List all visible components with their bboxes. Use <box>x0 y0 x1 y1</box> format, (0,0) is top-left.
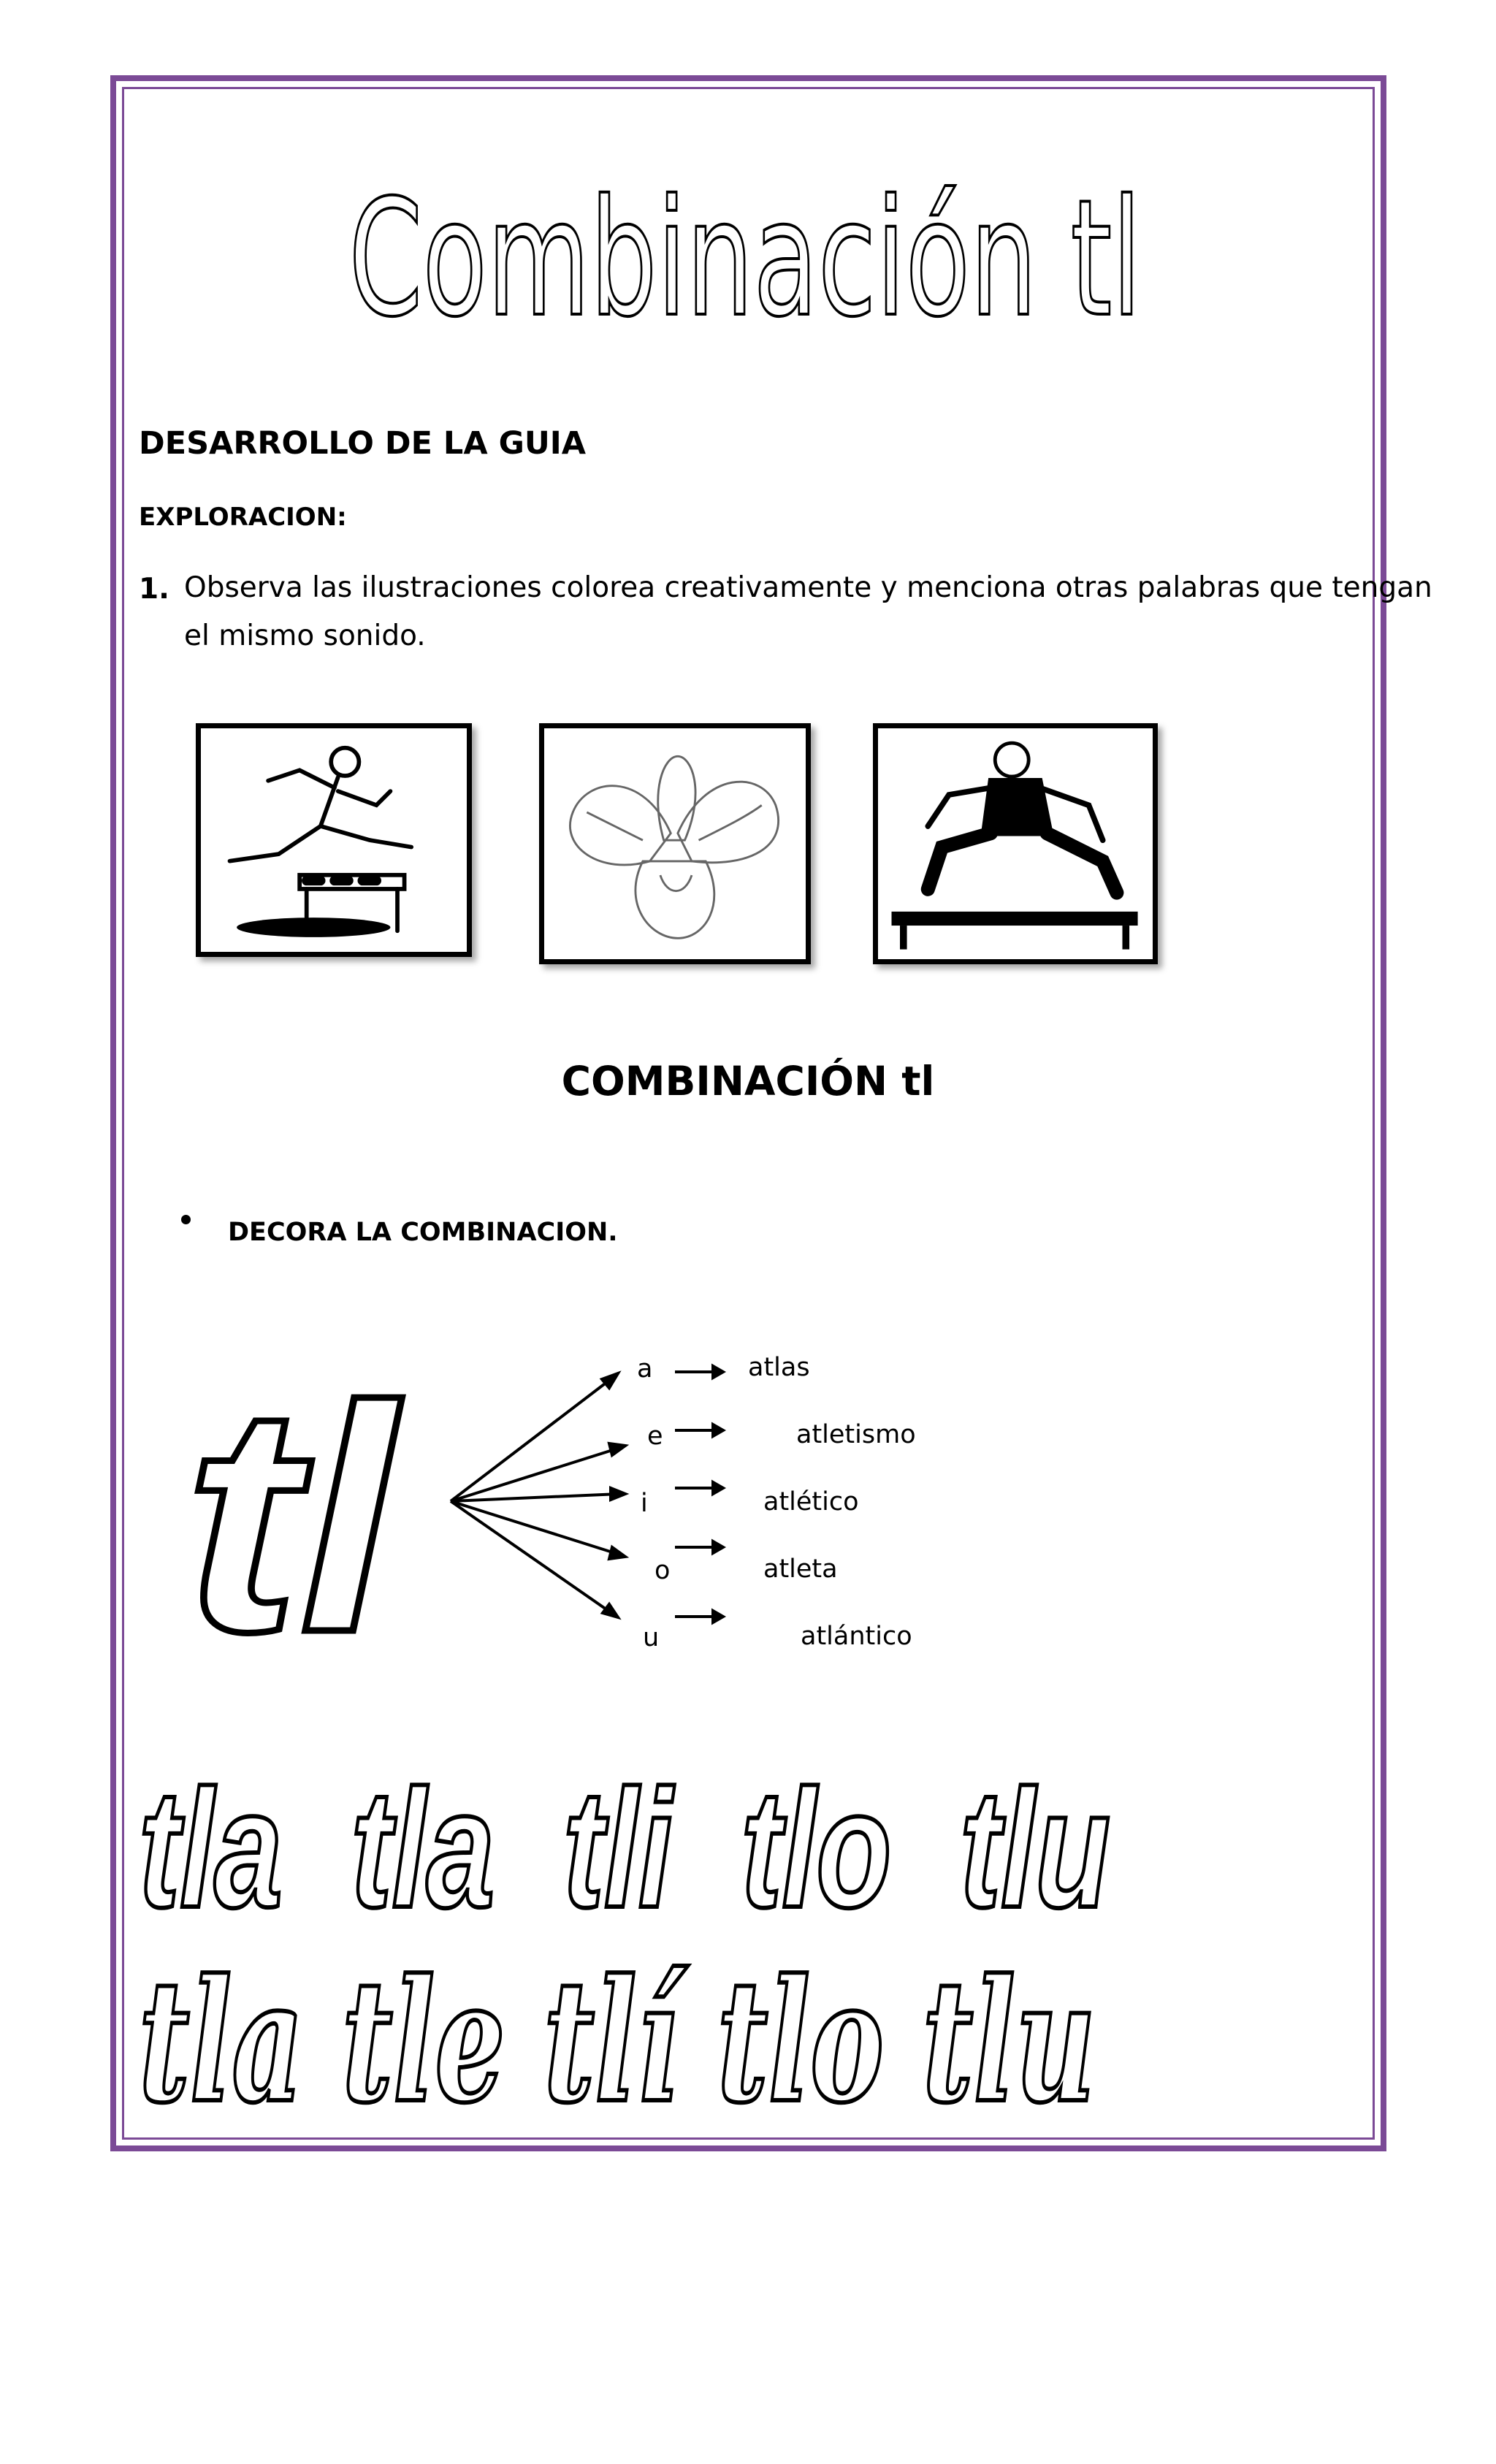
word-atletismo: atletismo <box>796 1420 916 1449</box>
big-tl-letters: tl <box>184 1340 403 1699</box>
word-atlas: atlas <box>748 1353 810 1382</box>
word-atleta: atleta <box>763 1555 838 1584</box>
combination-heading: COMBINACIÓN tl <box>561 1058 935 1105</box>
bullet-instruction: DECORA LA COMBINACION. <box>228 1218 618 1247</box>
section-heading: DESARROLLO DE LA GUIA <box>139 425 587 462</box>
syllables-cursive: tla tle tlí tlo tlu <box>139 1943 1096 2140</box>
vowel-a: a <box>637 1354 653 1384</box>
question-text-line2: el mismo sonido. <box>184 619 426 652</box>
vowel-i: i <box>641 1489 648 1518</box>
hurdler-cartoon-illustration <box>196 723 472 957</box>
fan-arrows <box>451 1373 625 1617</box>
page-title: Combinación tl <box>348 165 1142 352</box>
subheading: EXPLORACION: <box>139 503 347 532</box>
vowel-u: u <box>643 1623 660 1652</box>
bullet-dot-icon <box>181 1215 191 1224</box>
syllables-print: tla tla tli tlo tlu <box>139 1755 1110 1942</box>
hurdler-cartoon-icon <box>201 728 467 952</box>
hurdler-athlete-icon <box>878 728 1153 959</box>
orchid-flower-icon <box>544 728 806 959</box>
orchid-flower-illustration <box>539 723 811 964</box>
vowel-e: e <box>647 1422 663 1451</box>
vowel-o: o <box>654 1556 671 1585</box>
question-text-line1: Observa las ilustraciones colorea creativamente y menciona otras palabras que tengan <box>184 571 1432 604</box>
small-arrows <box>675 1366 723 1622</box>
word-atlantico: atlántico <box>801 1622 912 1651</box>
word-atletico: atlético <box>763 1487 859 1517</box>
question-number: 1. <box>139 573 169 606</box>
hurdler-athlete-illustration <box>873 723 1158 964</box>
